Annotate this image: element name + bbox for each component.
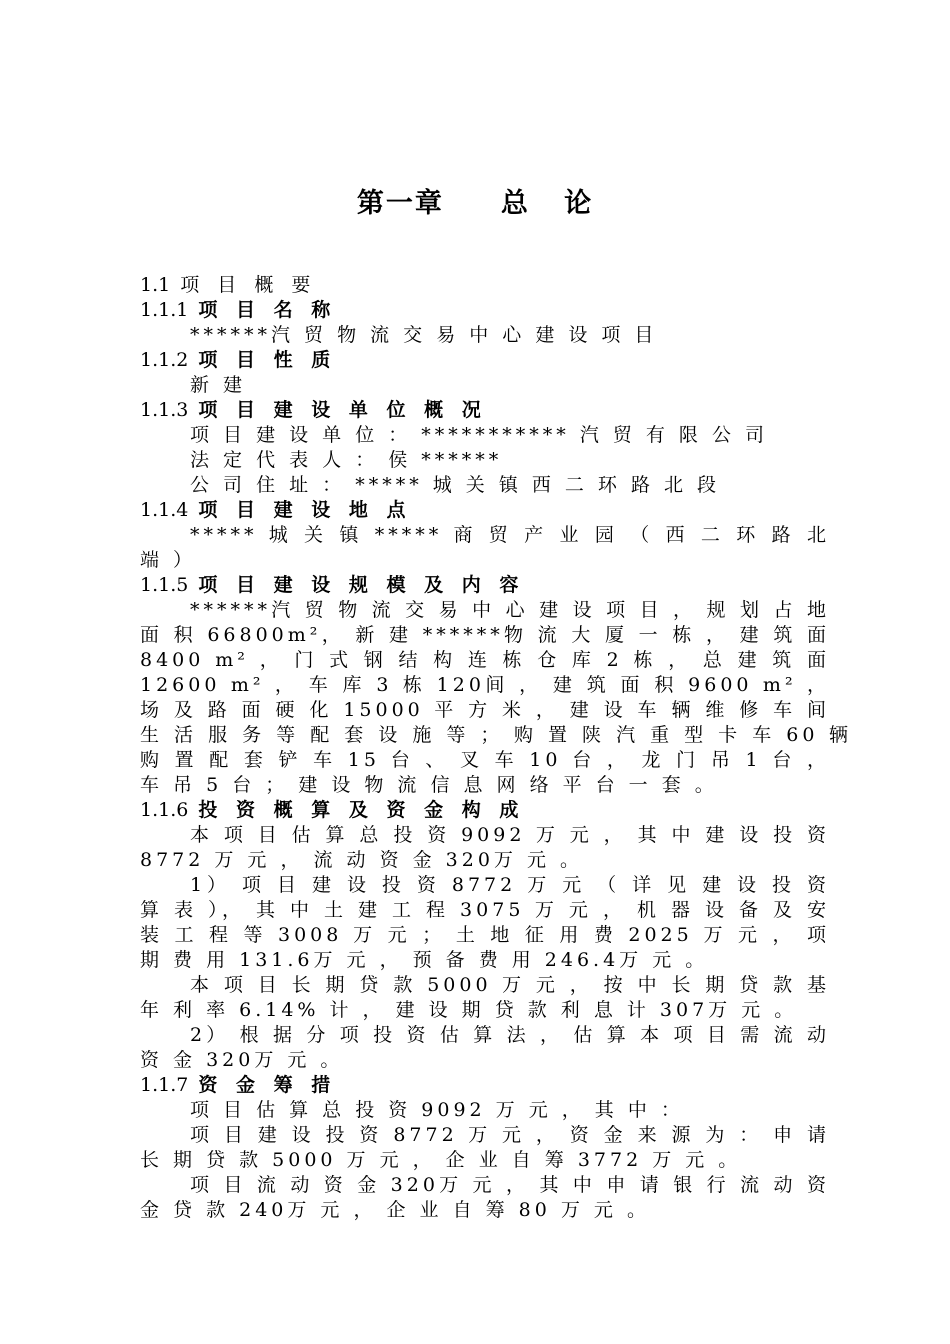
- scale-paragraph-line: 场 及 路 面 硬 化 15000 平 方 米 ， 建 设 车 辆 维 修 车 间: [140, 699, 830, 721]
- section-heading-1-1-1: [140, 298, 830, 323]
- scale-paragraph-line: 生 活 服 务 等 配 套 设 施 等 ； 购 置 陕 汽 重 型 卡 车 60 辆: [140, 724, 852, 746]
- section-number: 1.1.5: [140, 574, 189, 596]
- investment-paragraph-line: 期 费 用 131.6万 元 ， 预 备 费 用 246.4万 元 。: [140, 949, 709, 971]
- investment-paragraph-line: 算 表 ）， 其 中 土 建 工 程 3075 万 元 ， 机 器 设 备 及 安: [140, 899, 830, 921]
- document-body: [140, 273, 852, 1223]
- investment-paragraph-line: 1） 项 目 建 设 投 资 8772 万 元 （ 详 见 建 设 投 资: [190, 874, 830, 896]
- investment-paragraph-line: 2） 根 据 分 项 投 资 估 算 法 ， 估 算 本 项 目 需 流 动: [190, 1024, 830, 1046]
- section-heading-1-1-5: [140, 573, 830, 598]
- section-number: 1.1.3: [140, 399, 189, 421]
- section-heading-1-1: [140, 273, 830, 298]
- unit-name-line: 项 目 建 设 单 位 ： *********** 汽 贸 有 限 公 司: [190, 424, 769, 446]
- project-nature-line: 新 建: [190, 374, 247, 396]
- investment-paragraph-line: 8772 万 元 ， 流 动 资 金 320万 元 。: [140, 849, 584, 871]
- scale-paragraph-line: 购 置 配 套 铲 车 15 台 、 叉 车 10 台 ， 龙 门 吊 1 台 ，: [140, 749, 830, 771]
- section-number: 1.1.4: [140, 499, 189, 521]
- section-heading-1-1-6: [140, 798, 830, 823]
- section-name: 项 目 建 设 地 点: [198, 499, 412, 521]
- section-name: 项 目 概 要: [180, 274, 317, 296]
- investment-paragraph-line: 本 项 目 估 算 总 投 资 9092 万 元 ， 其 中 建 设 投 资: [190, 824, 830, 846]
- section-number: 1.1: [140, 274, 171, 296]
- section-heading-1-1-7: [140, 1073, 830, 1098]
- scale-paragraph-line: 8400 m² ， 门 式 钢 结 构 连 栋 仓 库 2 栋 ， 总 建 筑 面: [140, 649, 830, 671]
- section-heading-1-1-3: [140, 398, 830, 423]
- section-number: 1.1.1: [140, 299, 189, 321]
- legal-rep-line: 法 定 代 表 人 ： 侯 ******: [190, 449, 503, 471]
- section-name: 项 目 名 称: [198, 299, 337, 321]
- section-name: 项 目 建 设 单 位 概 况: [198, 399, 487, 421]
- investment-paragraph-line: 本 项 目 长 期 贷 款 5000 万 元 ， 按 中 长 期 贷 款 基: [190, 974, 830, 996]
- funding-paragraph-line: 项 目 流 动 资 金 320万 元 ， 其 中 申 请 银 行 流 动 资: [190, 1174, 830, 1196]
- investment-paragraph-line: 资 金 320万 元 。: [140, 1049, 344, 1071]
- section-number: 1.1.2: [140, 349, 189, 371]
- funding-paragraph-line: 金 贷 款 240万 元 ， 企 业 自 筹 80 万 元 。: [140, 1199, 650, 1221]
- section-name: 项 目 性 质: [198, 349, 337, 371]
- scale-paragraph-line: ******汽 贸 物 流 交 易 中 心 建 设 项 目 ， 规 划 占 地: [190, 599, 830, 621]
- section-name: 投 资 概 算 及 资 金 构 成: [198, 799, 525, 821]
- section-heading-1-1-2: [140, 348, 830, 373]
- section-number: 1.1.6: [140, 799, 189, 821]
- funding-paragraph-line: 项 目 估 算 总 投 资 9092 万 元 ， 其 中 ：: [190, 1099, 684, 1121]
- location-line: 端 ）: [140, 549, 197, 571]
- section-heading-1-1-4: [140, 498, 830, 523]
- investment-paragraph-line: 年 利 率 6.14% 计 ， 建 设 期 贷 款 利 息 计 307万 元 。: [140, 999, 798, 1021]
- funding-paragraph-line: 长 期 贷 款 5000 万 元 ， 企 业 自 筹 3772 万 元 。: [140, 1149, 742, 1171]
- location-line: ***** 城 关 镇 ***** 商 贸 产 业 园 （ 西 二 环 路 北: [190, 524, 830, 546]
- chapter-title: 第一章 总 论: [356, 188, 594, 219]
- section-name: 项 目 建 设 规 模 及 内 容: [198, 574, 525, 596]
- scale-paragraph-line: 车 吊 5 台 ； 建 设 物 流 信 息 网 络 平 台 一 套 。: [140, 774, 718, 796]
- scale-paragraph-line: 面 积 66800m²， 新 建 ******物 流 大 厦 一 栋 ， 建 筑 面: [140, 624, 830, 646]
- address-line: 公 司 住 址 ： ***** 城 关 镇 西 二 环 路 北 段: [190, 474, 721, 496]
- investment-paragraph-line: 装 工 程 等 3008 万 元 ； 土 地 征 用 费 2025 万 元 ， 项: [140, 924, 830, 946]
- section-number: 1.1.7: [140, 1074, 189, 1096]
- scale-paragraph-line: 12600 m² ， 车 库 3 栋 120间 ， 建 筑 面 积 9600 m² ，: [140, 674, 830, 696]
- project-name-line: ******汽 贸 物 流 交 易 中 心 建 设 项 目: [190, 324, 658, 346]
- section-name: 资 金 筹 措: [198, 1074, 337, 1096]
- funding-paragraph-line: 项 目 建 设 投 资 8772 万 元 ， 资 金 来 源 为 ： 申 请: [190, 1124, 830, 1146]
